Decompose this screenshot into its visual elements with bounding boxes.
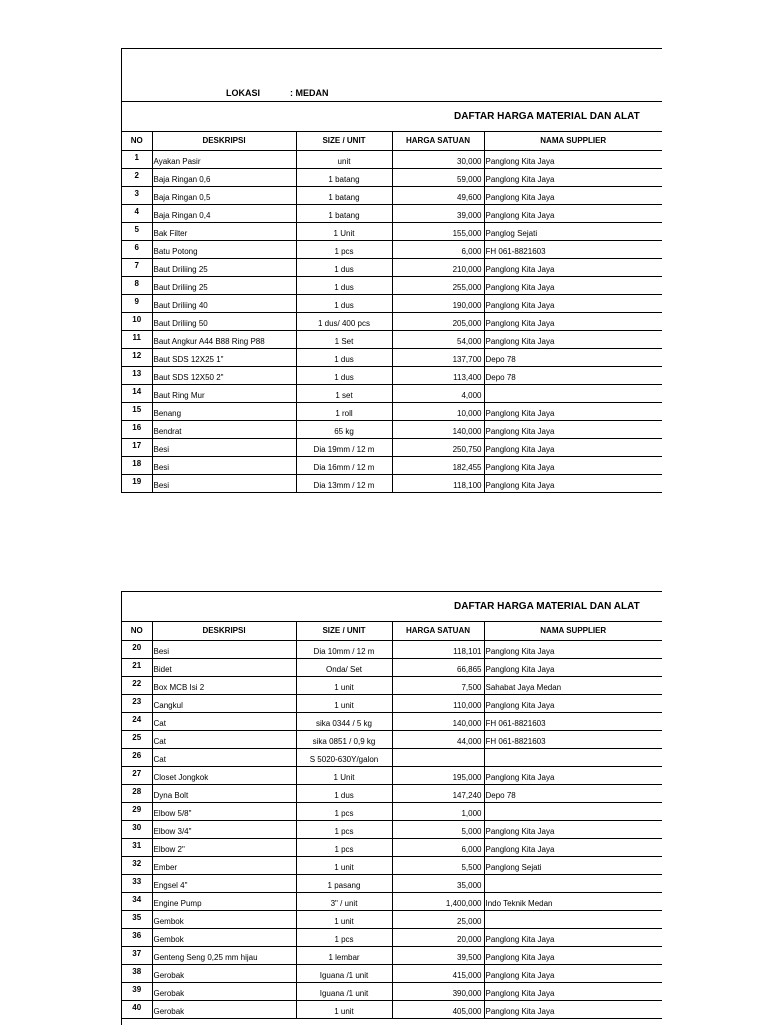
cell-unit-price: 155,000 [392,223,484,241]
price-table [122,622,662,1019]
cell-description: Gembok [152,929,296,947]
cell-no: 24 [122,713,152,731]
cell-size-unit: 1 set [296,385,392,403]
table-row [122,749,662,767]
cell-size-unit: 1 batang [296,187,392,205]
cell-supplier: Panglong Kita Jaya [484,659,662,677]
cell-size-unit: Iguana /1 unit [296,965,392,983]
cell-no: 9 [122,295,152,313]
cell-unit-price: 39,500 [392,947,484,965]
sheet-title: DAFTAR HARGA MATERIAL DAN ALAT [454,111,640,122]
cell-description: Bidet [152,659,296,677]
cell-unit-price: 6,000 [392,839,484,857]
cell-unit-price: 35,000 [392,875,484,893]
header-supplier: NAMA SUPPLIER [484,132,662,151]
cell-supplier [484,385,662,403]
cell-supplier: Panglong Kita Jaya [484,277,662,295]
cell-description: Box MCB Isi 2 [152,677,296,695]
cell-no: 21 [122,659,152,677]
cell-description: Baut Driliing 25 [152,259,296,277]
cell-size-unit: 1 pasang [296,875,392,893]
cell-no: 25 [122,731,152,749]
cell-supplier: Panglong Kita Jaya [484,929,662,947]
cell-description: Dyna Bolt [152,785,296,803]
cell-unit-price: 140,000 [392,713,484,731]
cell-supplier: Panglong Kita Jaya [484,313,662,331]
cell-no: 4 [122,205,152,223]
cell-no: 7 [122,259,152,277]
cell-unit-price: 415,000 [392,965,484,983]
cell-no: 8 [122,277,152,295]
cell-supplier: Panglong Kita Jaya [484,259,662,277]
table-body [122,641,662,1019]
cell-size-unit: S 5020-630Y/galon [296,749,392,767]
cell-size-unit: Dia 16mm / 12 m [296,457,392,475]
header-unit-price: HARGA SATUAN [392,622,484,641]
cell-no: 34 [122,893,152,911]
table-row [122,857,662,875]
cell-description: Elbow 5/8" [152,803,296,821]
cell-supplier: Panglong Kita Jaya [484,151,662,169]
cell-size-unit: 1 dus [296,785,392,803]
cell-description: Bak Filter [152,223,296,241]
cell-no: 22 [122,677,152,695]
cell-supplier: Panglong Kita Jaya [484,187,662,205]
cell-unit-price: 118,100 [392,475,484,493]
cell-unit-price: 1,000 [392,803,484,821]
cell-description: Ember [152,857,296,875]
table-row [122,785,662,803]
cell-supplier: FH 061-8821603 [484,241,662,259]
header-no: NO [122,622,152,641]
cell-unit-price: 66,865 [392,659,484,677]
cell-size-unit: 65 kg [296,421,392,439]
cell-no: 2 [122,169,152,187]
cell-supplier: Panglong Kita Jaya [484,295,662,313]
cell-description: Ayakan Pasir [152,151,296,169]
cell-size-unit: 1 lembar [296,947,392,965]
cell-description: Gerobak [152,965,296,983]
cell-description: Baut Driliing 25 [152,277,296,295]
cell-size-unit: sika 0851 / 0,9 kg [296,731,392,749]
cell-unit-price: 182,455 [392,457,484,475]
table-row [122,713,662,731]
cell-supplier: Depo 78 [484,785,662,803]
cell-supplier: FH 061-8821603 [484,713,662,731]
cell-no: 39 [122,983,152,1001]
cell-size-unit: 1 unit [296,857,392,875]
cell-size-unit: 1 Unit [296,767,392,785]
table-header-row [122,622,662,641]
table-row [122,367,662,385]
cell-no: 30 [122,821,152,839]
cell-unit-price: 147,240 [392,785,484,803]
cell-supplier: Panglong Kita Jaya [484,421,662,439]
cell-size-unit: Dia 19mm / 12 m [296,439,392,457]
cell-size-unit: 3" / unit [296,893,392,911]
cell-unit-price: 5,000 [392,821,484,839]
table-row [122,421,662,439]
table-row [122,403,662,421]
cell-supplier [484,803,662,821]
cell-supplier: Panglong Kita Jaya [484,205,662,223]
sheet-title-row [122,592,662,622]
cell-description: Besi [152,475,296,493]
cell-description: Baja Ringan 0,5 [152,187,296,205]
cell-size-unit: 1 unit [296,1001,392,1019]
table-row [122,259,662,277]
cell-no: 33 [122,875,152,893]
cell-no: 28 [122,785,152,803]
cell-description: Besi [152,439,296,457]
cell-size-unit: 1 unit [296,677,392,695]
cell-size-unit: 1 unit [296,695,392,713]
cell-size-unit: 1 batang [296,169,392,187]
header-no: NO [122,132,152,151]
cell-supplier: Panglong Kita Jaya [484,1001,662,1019]
cell-supplier: Panglong Kita Jaya [484,475,662,493]
header-description: DESKRIPSI [152,132,296,151]
sheet-title-row [122,102,662,132]
cell-no: 19 [122,475,152,493]
cell-unit-price: 6,000 [392,241,484,259]
cell-unit-price: 59,000 [392,169,484,187]
cell-supplier: Depo 78 [484,349,662,367]
table-row [122,1001,662,1019]
cell-description: Gerobak [152,983,296,1001]
header-size-unit: SIZE / UNIT [296,622,392,641]
cell-supplier: Panglong Kita Jaya [484,983,662,1001]
cell-description: Batu Potong [152,241,296,259]
cell-unit-price: 118,101 [392,641,484,659]
cell-no: 38 [122,965,152,983]
cell-supplier [484,911,662,929]
cell-no: 14 [122,385,152,403]
cell-description: Baut Driliing 50 [152,313,296,331]
cell-size-unit: Dia 13mm / 12 m [296,475,392,493]
table-row [122,187,662,205]
table-row [122,223,662,241]
cell-supplier: Sahabat Jaya Medan [484,677,662,695]
cell-unit-price: 54,000 [392,331,484,349]
cell-size-unit: 1 batang [296,205,392,223]
cell-unit-price: 1,400,000 [392,893,484,911]
cell-supplier: Panglong Kita Jaya [484,169,662,187]
cell-supplier: Indo Teknik Medan [484,893,662,911]
table-row [122,767,662,785]
table-row [122,875,662,893]
cell-no: 5 [122,223,152,241]
cell-description: Elbow 2" [152,839,296,857]
cell-size-unit: 1 dus [296,277,392,295]
cell-size-unit: 1 pcs [296,803,392,821]
cell-supplier: Panglong Kita Jaya [484,695,662,713]
cell-size-unit: Dia 10mm / 12 m [296,641,392,659]
cell-unit-price [392,749,484,767]
sheet-title: DAFTAR HARGA MATERIAL DAN ALAT [454,601,640,612]
cell-size-unit: 1 dus [296,367,392,385]
cell-size-unit: 1 dus/ 400 pcs [296,313,392,331]
cell-no: 26 [122,749,152,767]
cell-unit-price: 405,000 [392,1001,484,1019]
cell-size-unit: 1 pcs [296,839,392,857]
cell-unit-price: 4,000 [392,385,484,403]
cell-supplier: Panglong Kita Jaya [484,767,662,785]
cell-supplier: Panglong Kita Jaya [484,439,662,457]
cell-description: Genteng Seng 0,25 mm hijau [152,947,296,965]
sheet-header-area [122,49,662,102]
cell-no: 32 [122,857,152,875]
cell-description: Cat [152,713,296,731]
table-row [122,169,662,187]
cell-unit-price: 5,500 [392,857,484,875]
cell-description: Baja Ringan 0,6 [152,169,296,187]
cell-description: Baut Driliing 40 [152,295,296,313]
cell-description: Besi [152,457,296,475]
cell-description: Baut Ring Mur [152,385,296,403]
cell-unit-price: 10,000 [392,403,484,421]
table-row [122,821,662,839]
cell-unit-price: 113,400 [392,367,484,385]
price-sheet-2 [121,591,662,1025]
cell-no: 31 [122,839,152,857]
cell-description: Cangkul [152,695,296,713]
location-label: LOKASI [226,88,261,98]
cell-description: Gerobak [152,1001,296,1019]
cell-no: 1 [122,151,152,169]
cell-supplier: Depo 78 [484,367,662,385]
cell-no: 18 [122,457,152,475]
cell-no: 6 [122,241,152,259]
cell-supplier: Panglong Kita Jaya [484,331,662,349]
cell-description: Baut SDS 12X50 2" [152,367,296,385]
cell-description: Baut Angkur A44 B88 Ring P88 [152,331,296,349]
cell-no: 23 [122,695,152,713]
cell-description: Baut SDS 12X25 1" [152,349,296,367]
cell-unit-price: 140,000 [392,421,484,439]
cell-no: 29 [122,803,152,821]
cell-no: 16 [122,421,152,439]
cell-no: 12 [122,349,152,367]
cell-supplier: Panglong Kita Jaya [484,403,662,421]
cell-description: Closet Jongkok [152,767,296,785]
cell-description: Besi [152,641,296,659]
cell-supplier: Panglong Kita Jaya [484,965,662,983]
table-row [122,839,662,857]
cell-unit-price: 250,750 [392,439,484,457]
cell-unit-price: 44,000 [392,731,484,749]
cell-size-unit: 1 unit [296,911,392,929]
cell-no: 17 [122,439,152,457]
cell-size-unit: 1 pcs [296,821,392,839]
table-row [122,295,662,313]
cell-size-unit: Onda/ Set [296,659,392,677]
header-size-unit: SIZE / UNIT [296,132,392,151]
cell-size-unit: 1 pcs [296,241,392,259]
cell-size-unit: 1 roll [296,403,392,421]
table-row [122,947,662,965]
table-body [122,151,662,493]
table-row [122,151,662,169]
cell-no: 13 [122,367,152,385]
table-row [122,695,662,713]
cell-supplier: FH 061-8821603 [484,731,662,749]
cell-description: Bendrat [152,421,296,439]
cell-description: Benang [152,403,296,421]
cell-size-unit: 1 Unit [296,223,392,241]
table-row [122,731,662,749]
table-row [122,277,662,295]
table-row [122,929,662,947]
cell-unit-price: 210,000 [392,259,484,277]
header-description: DESKRIPSI [152,622,296,641]
table-row [122,641,662,659]
cell-size-unit: sika 0344 / 5 kg [296,713,392,731]
cell-supplier: Panglong Kita Jaya [484,457,662,475]
table-row [122,331,662,349]
table-row [122,803,662,821]
cell-unit-price: 20,000 [392,929,484,947]
table-row [122,313,662,331]
location-line [226,88,329,98]
cell-unit-price: 7,500 [392,677,484,695]
cell-unit-price: 25,000 [392,911,484,929]
cell-unit-price: 195,000 [392,767,484,785]
table-row [122,659,662,677]
table-row [122,965,662,983]
cell-unit-price: 255,000 [392,277,484,295]
cell-no: 36 [122,929,152,947]
cell-no: 20 [122,641,152,659]
price-sheet-1 [121,48,662,493]
table-row [122,457,662,475]
cell-size-unit: Iguana /1 unit [296,983,392,1001]
cell-supplier [484,875,662,893]
cell-unit-price: 205,000 [392,313,484,331]
cell-no: 15 [122,403,152,421]
table-row [122,475,662,493]
cell-supplier: Panglong Kita Jaya [484,947,662,965]
cell-no: 10 [122,313,152,331]
cell-unit-price: 137,700 [392,349,484,367]
cell-unit-price: 190,000 [392,295,484,313]
table-row [122,205,662,223]
table-header-row [122,132,662,151]
table-row [122,385,662,403]
cell-supplier: Panglong Kita Jaya [484,821,662,839]
cell-unit-price: 49,600 [392,187,484,205]
cell-supplier: Panglong Sejati [484,857,662,875]
cell-size-unit: 1 pcs [296,929,392,947]
cell-supplier [484,749,662,767]
cell-no: 11 [122,331,152,349]
cell-size-unit: 1 dus [296,349,392,367]
price-table [122,132,662,493]
header-unit-price: HARGA SATUAN [392,132,484,151]
cell-supplier: Panglog Sejati [484,223,662,241]
table-row [122,241,662,259]
cell-description: Engine Pump [152,893,296,911]
cell-no: 37 [122,947,152,965]
table-row [122,893,662,911]
cell-description: Baja Ringan 0,4 [152,205,296,223]
cell-description: Gembok [152,911,296,929]
cell-unit-price: 39,000 [392,205,484,223]
cell-description: Cat [152,731,296,749]
table-row [122,439,662,457]
cell-unit-price: 390,000 [392,983,484,1001]
location-value: : MEDAN [290,88,329,98]
cell-size-unit: unit [296,151,392,169]
cell-no: 35 [122,911,152,929]
header-supplier: NAMA SUPPLIER [484,622,662,641]
cell-no: 3 [122,187,152,205]
cell-description: Engsel 4" [152,875,296,893]
cell-unit-price: 30,000 [392,151,484,169]
cell-size-unit: 1 dus [296,295,392,313]
cell-no: 40 [122,1001,152,1019]
table-row [122,349,662,367]
cell-supplier: Panglong Kita Jaya [484,839,662,857]
cell-size-unit: 1 dus [296,259,392,277]
cell-size-unit: 1 Set [296,331,392,349]
table-row [122,677,662,695]
cell-description: Elbow 3/4" [152,821,296,839]
cell-description: Cat [152,749,296,767]
cell-supplier: Panglong Kita Jaya [484,641,662,659]
table-row [122,911,662,929]
cell-no: 27 [122,767,152,785]
cell-unit-price: 110,000 [392,695,484,713]
table-row [122,983,662,1001]
